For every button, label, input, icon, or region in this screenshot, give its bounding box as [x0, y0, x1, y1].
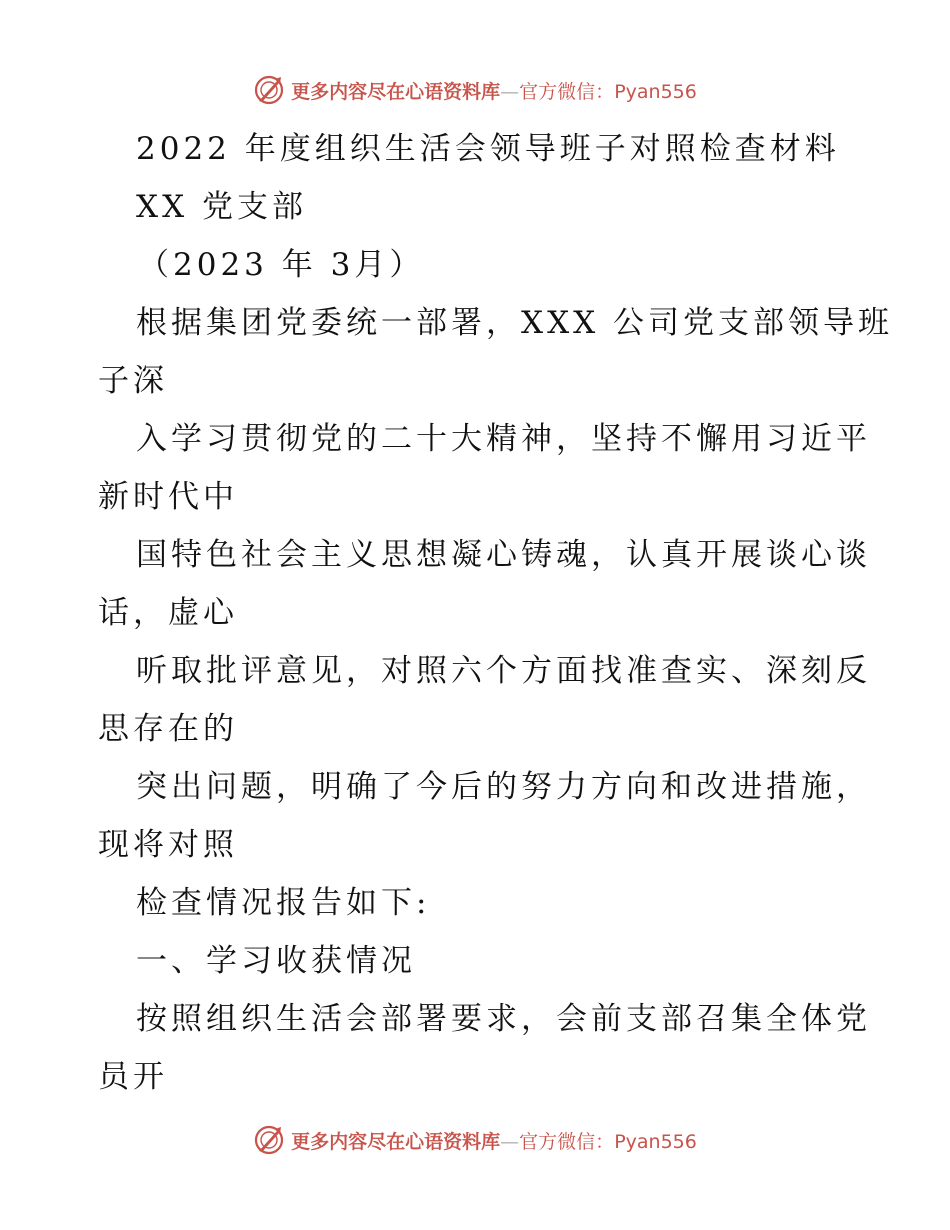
document-line: 入学习贯彻党的二十大精神，坚持不懈用习近平	[136, 421, 871, 457]
document-line: 检查情况报告如下:	[136, 885, 431, 921]
document-line: 国特色社会主义思想凝心铸魂，认真开展谈心谈	[136, 537, 871, 573]
document-line: （2023 年 3月）	[138, 247, 425, 283]
document-body	[98, 120, 894, 1106]
document-line: 话，虚心	[98, 595, 238, 631]
quill-seal-logo-icon	[253, 1124, 285, 1156]
watermark-brand: 更多内容尽在心语资料库	[291, 1130, 501, 1153]
document-line: 新时代中	[98, 479, 238, 515]
footer-watermark-banner	[0, 1120, 950, 1160]
watermark-dash: —	[500, 1130, 520, 1153]
document-line: 子深	[98, 363, 168, 399]
watermark-wechat-id: Pyan556	[614, 1130, 697, 1153]
watermark-text	[291, 77, 697, 104]
header-watermark-banner	[0, 70, 950, 110]
document-line: 根据集团党委统一部署，XXX 公司党支部领导班	[136, 305, 894, 341]
document-line: 按照组织生活会部署要求，会前支部召集全体党	[136, 1001, 871, 1037]
watermark-brand: 更多内容尽在心语资料库	[291, 80, 501, 103]
watermark-wechat-label: 官方微信：	[519, 1130, 615, 1153]
document-line: 突出问题，明确了今后的努力方向和改进措施，	[136, 769, 871, 805]
document-line: 现将对照	[98, 827, 238, 863]
watermark-text	[291, 1127, 697, 1154]
document-line: XX 党支部	[136, 189, 307, 225]
quill-seal-logo-icon	[253, 74, 285, 106]
watermark-dash: —	[500, 80, 520, 103]
document-line: 听取批评意见，对照六个方面找准查实、深刻反	[136, 653, 871, 689]
document-line: 一、学习收获情况	[136, 943, 416, 979]
watermark-wechat-label: 官方微信：	[519, 80, 615, 103]
document-line: 2022 年度组织生活会领导班子对照检查材料	[136, 131, 840, 167]
document-line: 员开	[98, 1059, 168, 1095]
document-line: 思存在的	[98, 711, 238, 747]
watermark-wechat-id: Pyan556	[614, 80, 697, 103]
